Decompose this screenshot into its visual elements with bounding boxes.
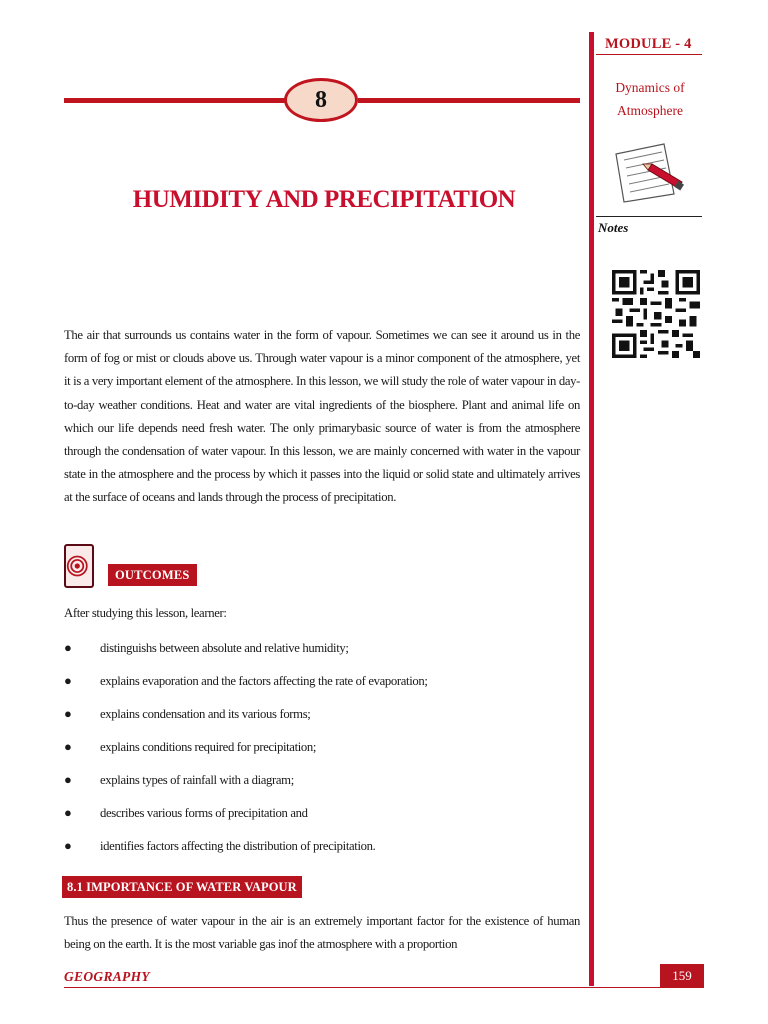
module-divider — [596, 54, 702, 55]
section-heading: 8.1 IMPORTANCE OF WATER VAPOUR — [62, 876, 302, 898]
list-item — [64, 704, 584, 737]
module-subtitle-line2: Atmosphere — [617, 103, 683, 118]
margin-rule — [589, 32, 594, 986]
footer-rule — [64, 987, 704, 988]
bullet-icon: ● — [64, 838, 72, 853]
bullet-icon: ● — [64, 673, 72, 688]
list-item-text: explains condensation and its various forms; — [100, 707, 311, 721]
target-icon — [64, 544, 94, 588]
list-item — [64, 770, 584, 803]
notes-divider — [596, 216, 702, 217]
qr-code[interactable] — [612, 270, 700, 358]
list-item-text: distinguishs between absolute and relative humidity; — [100, 641, 349, 655]
chapter-rule-left — [64, 98, 286, 103]
list-item — [64, 803, 584, 836]
list-item — [64, 737, 584, 770]
footer-subject: GEOGRAPHY — [64, 969, 150, 984]
notes-pencil-icon — [612, 140, 688, 206]
intro-paragraph: The air that surrounds us contains water in the form of vapour. Sometimes we can see it around us in the form of fog or mist or clouds above us. Through water vapour is a minor component of the atmosphere, yet it is a very important element of the atmosphere. In this lesson, we will study the role of water vapour in day-to-day weather conditions. Heat and water are vital ingredients of the biosphere. Plant and animal life on which our life depends need fresh water. The only primarybasic source of water is from the atmosphere through the condensation of water vapour. In this lesson, we are mainly concerned with water in the vapour state in the atmosphere and the process by which it passes into the liquid or solid state and ultimately arrives at the surface of oceans and lands through the process of precipitation. — [64, 328, 580, 505]
bullet-icon: ● — [64, 805, 72, 820]
outcomes-lead: After studying this lesson, learner: — [64, 606, 227, 620]
list-item-text: explains types of rainfall with a diagram; — [100, 773, 294, 787]
list-item — [64, 836, 584, 869]
page-number: 159 — [660, 964, 704, 988]
bullet-icon: ● — [64, 706, 72, 721]
module-subtitle — [600, 76, 700, 122]
module-subtitle-line1: Dynamics of — [615, 80, 685, 95]
outcomes-list — [64, 638, 584, 869]
notes-label: Notes — [598, 220, 629, 235]
module-label: MODULE - 4 — [605, 36, 692, 52]
list-item-text: explains conditions required for precipitation; — [100, 740, 317, 754]
bullet-icon: ● — [64, 640, 72, 655]
list-item-text: describes various forms of precipitation and — [100, 806, 308, 820]
chapter-number: 8 — [284, 78, 358, 122]
list-item — [64, 671, 584, 704]
chapter-title: HUMIDITY AND PRECIPITATION — [132, 186, 516, 213]
list-item-text: explains evaporation and the factors affecting the rate of evaporation; — [100, 674, 428, 688]
section-paragraph: Thus the presence of water vapour in the air is an extremely important factor for the existence of human being on the earth. It is the most variable gas inof the atmosphere with a proportion — [64, 914, 580, 952]
bullet-icon: ● — [64, 739, 72, 754]
bullet-icon: ● — [64, 772, 72, 787]
list-item — [64, 638, 584, 671]
list-item-text: identifies factors affecting the distribution of precipitation. — [100, 839, 376, 853]
chapter-rule-right — [358, 98, 580, 103]
outcomes-heading: OUTCOMES — [108, 564, 197, 586]
